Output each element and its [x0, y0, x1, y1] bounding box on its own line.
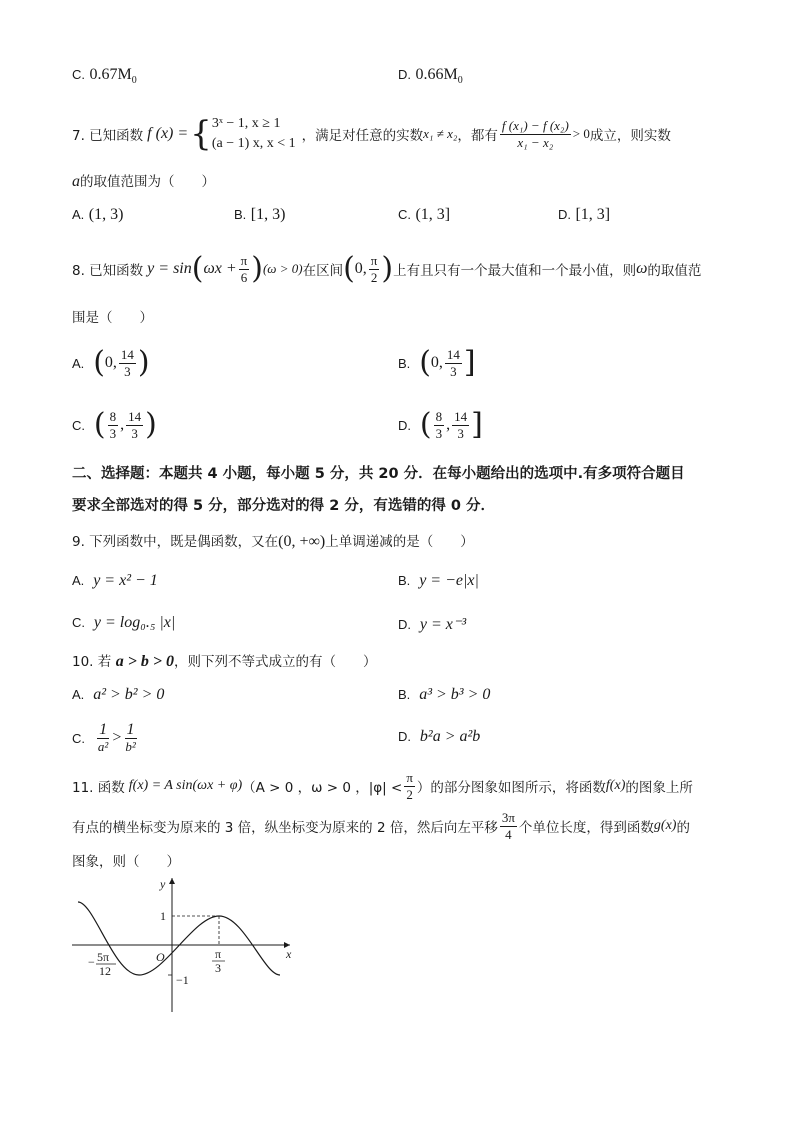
section-heading-line2: 要求全部选对的得 5 分，部分选对的得 2 分，有选错的得 0 分． [72, 498, 496, 514]
y-neg-one-label: −1 [176, 973, 189, 987]
q10-option-b[interactable]: B. a³ > b³ > 0 [398, 686, 491, 703]
q9-option-a[interactable]: A. y = x² − 1 [72, 572, 158, 589]
q6-option-c[interactable]: C. $0.67M_0$ [72, 66, 137, 87]
q8-stem-line2: 围是（ ） [72, 310, 153, 326]
q8-stem: 8. 已知函数 y = sin ( ωx + $\frac{\pi}{6}$ ) (ω > 0) 在区间 ( 0, $\frac{\pi}{2}$ ) 上有且只有一个最大值和一个最小值，则 ω 的取值范 [72, 251, 702, 286]
left-zero-den: 12 [99, 964, 111, 978]
left-zero-sign: − [88, 955, 95, 969]
q11-stem-line2: 有点的横坐标变为原来的 3 倍，纵坐标变为原来的 2 倍，然后向左平移 $\frac{3\pi}{4}$ 个单位长度，得到函数 g(x) 的 [72, 809, 690, 842]
q9-option-c[interactable]: C. y = log₀.₅ |x| [72, 614, 176, 631]
pi-third-den: 3 [215, 961, 221, 975]
q8-option-b[interactable]: B. ( 0, $\frac{14}{3}$ ] [398, 345, 476, 380]
section-heading-line1: 二、选择题：本题共 4 小题，每小题 5 分，共 20 分．在每小题给出的选项中.有多项符合题目 [72, 466, 685, 482]
q6-option-d[interactable]: D. $0.66M_0$ [398, 66, 463, 87]
q7-option-a[interactable]: A. (1, 3) [72, 206, 124, 223]
q6-option-c-value: $0.67M_0$ [89, 66, 137, 87]
q7-option-d[interactable]: D. [1, 3] [558, 206, 611, 223]
q10-stem: 10. 若 a > b > 0，则下列不等式成立的有（ ） [72, 653, 377, 670]
q11-stem: 11. 函数 f(x) = A sin(ωx + φ) （A > 0 ，ω > 0 ，|φ| < $\frac{\pi}{2}$ ）的部分图象如图所示，将函数 f(x) 的图象上所 [72, 769, 693, 802]
q7-stem-line2: a的取值范围为（ ） [72, 173, 215, 190]
q10-option-a[interactable]: A. a² > b² > 0 [72, 686, 165, 703]
q10-option-d[interactable]: D. b²a > a²b [398, 728, 481, 745]
q7-fraction: $\frac{\text{f (x₁) − f (x₂)}}{\text{x₁ − x₂}}$ [501, 117, 569, 150]
origin-label: O [156, 950, 165, 964]
q9-option-b[interactable]: B. y = −e|x| [398, 572, 479, 589]
q8-option-a[interactable]: A. ( 0, $\frac{14}{3}$ ) [72, 345, 150, 380]
y-axis-label: y [160, 877, 166, 891]
x-axis-label: x [286, 947, 292, 961]
sine-graph [64, 872, 304, 1022]
q9-stem: 9. 下列函数中，既是偶函数，又在(0, +∞)上单调递减的是（ ） [72, 533, 474, 550]
piecewise-cases: 3ˣ − 1, x ≥ 1 (a − 1) x, x < 1 [211, 116, 296, 151]
piecewise-brace: { [190, 114, 212, 154]
left-zero-num: 5π [97, 950, 110, 964]
q9-option-d[interactable]: D. y = x⁻³ [398, 616, 467, 633]
q7-option-b[interactable]: B. [1, 3) [234, 206, 286, 223]
y-one-label: 1 [160, 909, 166, 923]
q8-option-c[interactable]: C. ( $\frac{8}{3}$ , $\frac{14}{3}$ ) [72, 407, 157, 442]
q11-stem-line3: 图象，则（ ） [72, 854, 180, 870]
pi-third-num: π [215, 947, 222, 961]
q6-option-d-value: $0.66M_0$ [415, 66, 463, 87]
q7-stem: 7. 已知函数 f (x) = { 3ˣ − 1, x ≥ 1 (a − 1) x, x < 1 ，满足对任意的实数 x₁ ≠ x₂ ，都有 $\frac{\text{f (x₁) − f (x₂)}}{\text{x₁ − x₂}}$ > 0 成立，则实数 [72, 114, 671, 154]
q10-option-c[interactable]: C. $\frac{1}{\text{a²}}$ > $\frac{1}{\text{b²}}$ [72, 720, 136, 754]
q8-option-d[interactable]: D. ( $\frac{8}{3}$ , $\frac{14}{3}$ ] [398, 407, 483, 442]
q7-option-c[interactable]: C. (1, 3] [398, 206, 451, 223]
